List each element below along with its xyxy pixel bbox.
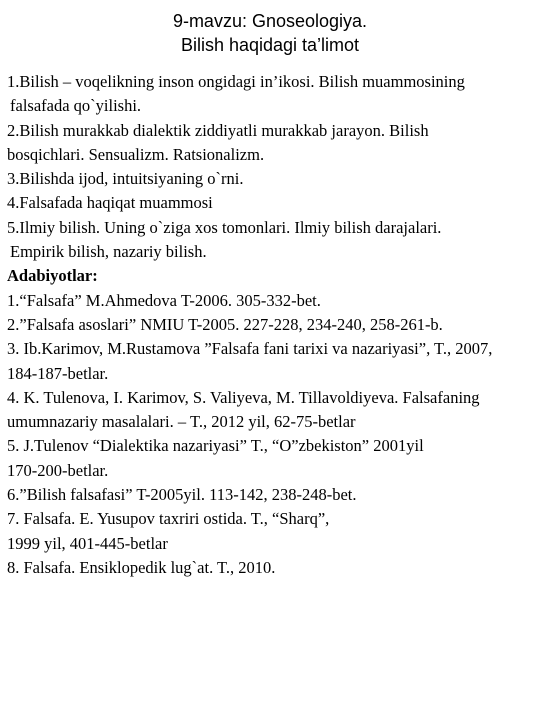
topic-item-5: 5.Ilmiy bilish. Uning o`ziga xos tomonlari. Ilmiy bilish darajalari. bbox=[7, 217, 442, 237]
title-prefix: 9-mavzu: bbox=[172, 11, 252, 31]
reference-item-3-cont: 184-187-betlar. bbox=[7, 363, 109, 383]
reference-item-3: 3. Ib.Karimov, M.Rustamova ”Falsafa fani tarixi va nazariyasi”, T., 2007, bbox=[7, 339, 493, 359]
topic-item-5-cont: Empirik bilish, nazariy bilish. bbox=[10, 242, 207, 262]
document-body bbox=[7, 70, 537, 580]
title-line-1 bbox=[0, 9, 540, 33]
reference-item-4: 4. K. Tulenova, I. Karimov, S. Valiyeva, M. Tillavoldiyeva. Falsafaning bbox=[7, 387, 480, 407]
reference-item-4-cont: umumnazariy masalalari. – T., 2012 yil, 62-75-betlar bbox=[7, 412, 356, 432]
reference-item-6: 6.”Bilish falsafasi” T-2005yil. 113-142, 238-248-bet. bbox=[7, 485, 357, 505]
topic-item-1-cont: falsafada qo`yilishi. bbox=[10, 96, 142, 116]
reference-item-5-cont: 170-200-betlar. bbox=[7, 460, 109, 480]
references-heading: Adabiyotlar: bbox=[7, 266, 98, 286]
topic-item-3: 3.Bilishda ijod, intuitsiyaning o`rni. bbox=[7, 169, 244, 189]
reference-item-8: 8. Falsafa. Ensiklopedik lug`at. T., 2010. bbox=[7, 557, 276, 577]
reference-item-2: 2.”Falsafa asoslari” NMIU T-2005. 227-228, 234-240, 258-261-b. bbox=[7, 314, 443, 334]
reference-item-5: 5. J.Tulenov “Dialektika nazariyasi” T., “O”zbekiston” 2001yil bbox=[7, 436, 424, 456]
title-subtitle: Bilish haqidagi ta’limot bbox=[180, 35, 360, 55]
page-title bbox=[0, 9, 540, 57]
topic-item-2-cont: bosqichlari. Sensualizm. Ratsionalizm. bbox=[7, 144, 265, 164]
reference-item-1: 1.“Falsafa” M.Ahmedova T-2006. 305-332-bet. bbox=[7, 290, 321, 310]
title-topic: Gnoseologiya. bbox=[251, 11, 368, 31]
topic-item-4: 4.Falsafada haqiqat muammosi bbox=[7, 193, 213, 213]
reference-item-7: 7. Falsafa. E. Yusupov taxriri ostida. T., “Sharq”, bbox=[7, 509, 330, 529]
reference-item-7-cont: 1999 yil, 401-445-betlar bbox=[7, 533, 168, 553]
topic-item-1: 1.Bilish – voqelikning inson ongidagi in’ikosi. Bilish muammosining bbox=[7, 72, 465, 91]
topic-item-2: 2.Bilish murakkab dialektik ziddiyatli murakkab jarayon. Bilish bbox=[7, 120, 429, 140]
